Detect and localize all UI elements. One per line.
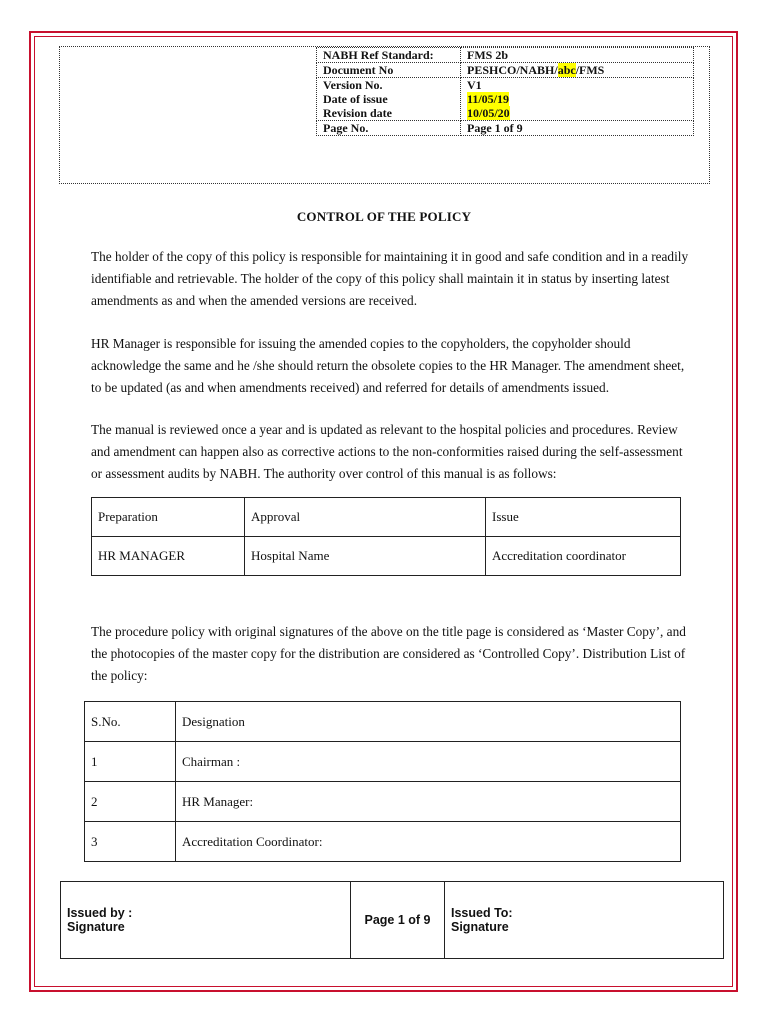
paragraph-hr-manager: HR Manager is responsible for issuing the amended copies to the copyholders, the copyholder should acknowledge the same and he /she should return the obsolete copies to the HR Manager. The amendment sheet, to be updated (as and when amendments received) and referred for details of amendments issued. — [91, 336, 685, 395]
table-row — [85, 782, 681, 822]
authority-table — [91, 497, 681, 576]
distribution-header-row — [85, 702, 681, 742]
issue-date-value-wrap — [467, 92, 687, 106]
authority-header-issue: Issue — [486, 498, 681, 537]
version-dates-labels — [317, 78, 461, 121]
footer-signature-table — [60, 881, 724, 959]
distribution-sno: 3 — [85, 822, 176, 862]
issued-by-label: Issued by : — [67, 906, 133, 920]
distribution-table — [84, 701, 681, 862]
authority-header-approval: Approval — [245, 498, 486, 537]
document-no-value — [461, 63, 694, 78]
paragraph-review: The manual is reviewed once a year and is updated as relevant to the hospital policies and procedures. Review and amendment can happen also as corrective actions to the non-conformities raised during the self-assessment or assessment audits by NABH. The authority over control of this manual is as follows: — [91, 422, 683, 481]
table-row — [85, 822, 681, 862]
version-dates-values — [461, 78, 694, 121]
footer-row — [61, 882, 724, 959]
version-value: V1 — [467, 78, 482, 92]
page-title: CONTROL OF THE POLICY — [296, 209, 472, 224]
distribution-header-sno: S.No. — [85, 702, 176, 742]
footer-issued-by — [61, 882, 351, 959]
issued-to-label: Issued To: — [451, 906, 513, 920]
revision-date-label: Revision date — [323, 106, 392, 120]
distribution-designation: Accreditation Coordinator: — [176, 822, 681, 862]
authority-approval: Hospital Name — [245, 537, 486, 576]
authority-header-preparation: Preparation — [92, 498, 245, 537]
authority-header-row — [92, 498, 681, 537]
document-control-table — [316, 47, 694, 136]
revision-date-value-wrap — [467, 106, 687, 120]
distribution-sno: 1 — [85, 742, 176, 782]
revision-date-value: 10/05/20 — [467, 106, 510, 120]
distribution-designation: HR Manager: — [176, 782, 681, 822]
nabh-ref-value: FMS 2b — [461, 48, 694, 63]
authority-data-row — [92, 537, 681, 576]
nabh-ref-label: NABH Ref Standard: — [317, 48, 461, 63]
authority-preparation: HR MANAGER — [92, 537, 245, 576]
paragraph-holder-responsibility: The holder of the copy of this policy is responsible for maintaining it in good and safe condition and in a readily identifiable and retrievable. The holder of the copy of this policy shall maintain it in status by inserting latest amendments as and when the amended versions are received. — [91, 249, 689, 308]
distribution-designation: Chairman : — [176, 742, 681, 782]
issue-date-label: Date of issue — [323, 92, 388, 106]
page-no-label: Page No. — [317, 121, 461, 136]
page-no-value: Page 1 of 9 — [461, 121, 694, 136]
footer-issued-to — [445, 882, 724, 959]
document-no-label: Document No — [317, 63, 461, 78]
distribution-sno: 2 — [85, 782, 176, 822]
page-no-row — [317, 121, 694, 136]
version-dates-row — [317, 78, 694, 121]
issued-by-signature: Signature — [67, 920, 125, 934]
issued-to-signature: Signature — [451, 920, 509, 934]
paragraph-master-copy: The procedure policy with original signatures of the above on the title page is considered as ‘Master Copy’, and the photocopies of the master copy for the distribution are considered as ‘Controlled Copy’. Distribution List of the policy: — [91, 624, 686, 683]
distribution-header-designation: Designation — [176, 702, 681, 742]
nabh-ref-row — [317, 48, 694, 63]
document-no-highlight: abc — [557, 63, 576, 77]
table-row — [85, 742, 681, 782]
version-label: Version No. — [323, 78, 383, 92]
footer-page-number: Page 1 of 9 — [351, 882, 445, 959]
issue-date-value: 11/05/19 — [467, 92, 510, 106]
document-no-prefix: PESHCO/NABH/ — [467, 63, 558, 77]
authority-issue: Accreditation coordinator — [486, 537, 681, 576]
document-no-suffix: /FMS — [575, 63, 605, 77]
document-no-row — [317, 63, 694, 78]
